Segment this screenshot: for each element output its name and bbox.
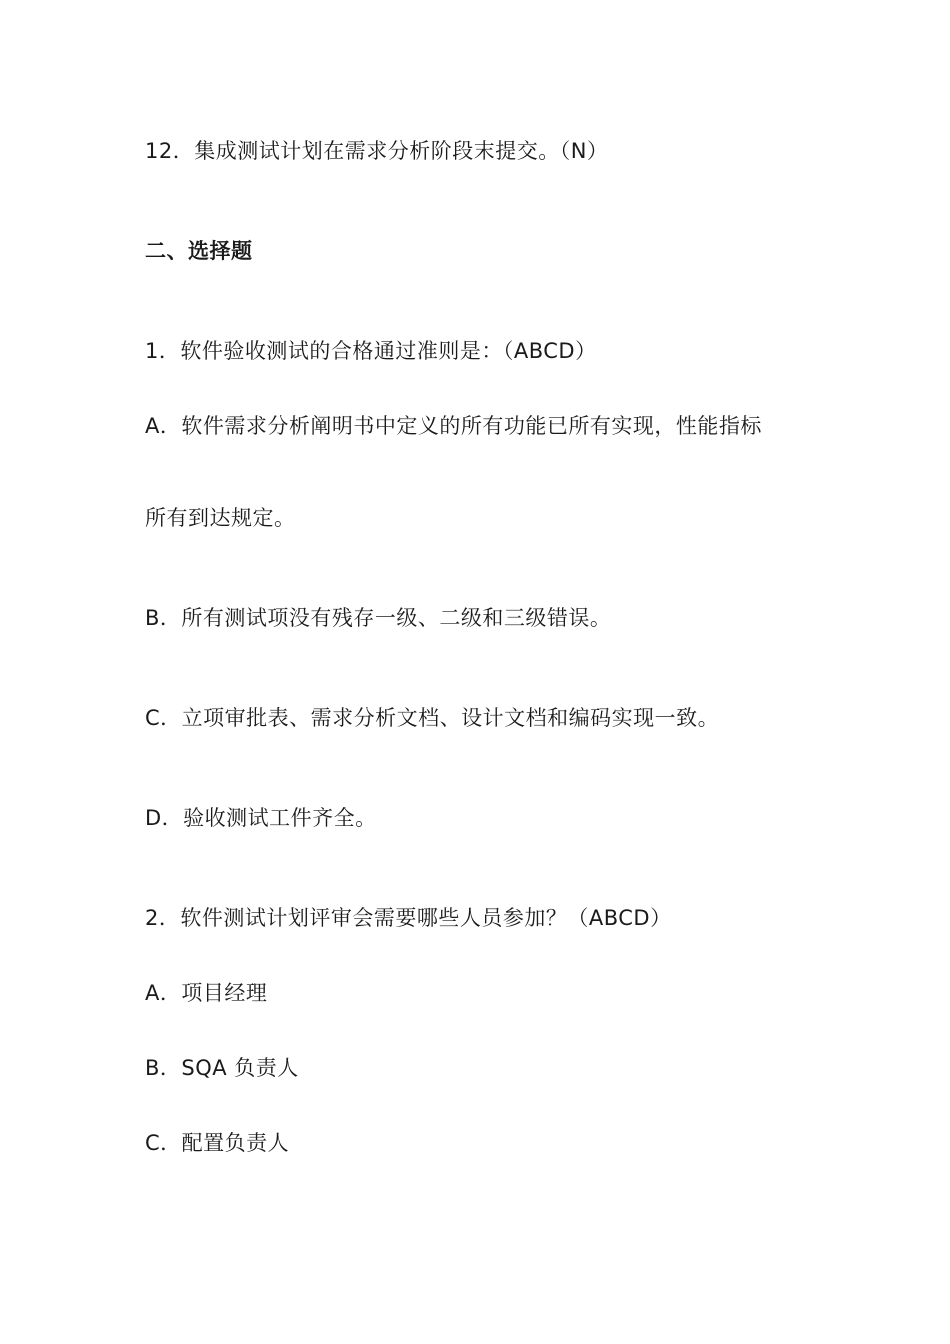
question-1-option-d: D．验收测试工件齐全。 <box>145 806 377 830</box>
question-1-option-b: B．所有测试项没有残存一级、二级和三级错误。 <box>145 606 612 630</box>
question-1-option-a-continued: 所有到达规定。 <box>145 506 296 530</box>
question-2-option-c: C．配置负责人 <box>145 1131 290 1155</box>
question-1-option-a: A．软件需求分析阐明书中定义的所有功能已所有实现，性能指标 <box>145 414 762 438</box>
question-1: 1．软件验收测试的合格通过准则是：（ABCD） <box>145 339 597 363</box>
question-1-option-c: C．立项审批表、需求分析文档、设计文档和编码实现一致。 <box>145 706 720 730</box>
question-2: 2．软件测试计划评审会需要哪些人员参加？（ABCD） <box>145 906 672 930</box>
question-2-option-a: A．项目经理 <box>145 981 268 1005</box>
question-2-option-b: B．SQA 负责人 <box>145 1056 299 1080</box>
true-false-item-12: 12．集成测试计划在需求分析阶段末提交。（N） <box>145 139 609 163</box>
section-heading-multiple-choice: 二、选择题 <box>145 239 253 263</box>
